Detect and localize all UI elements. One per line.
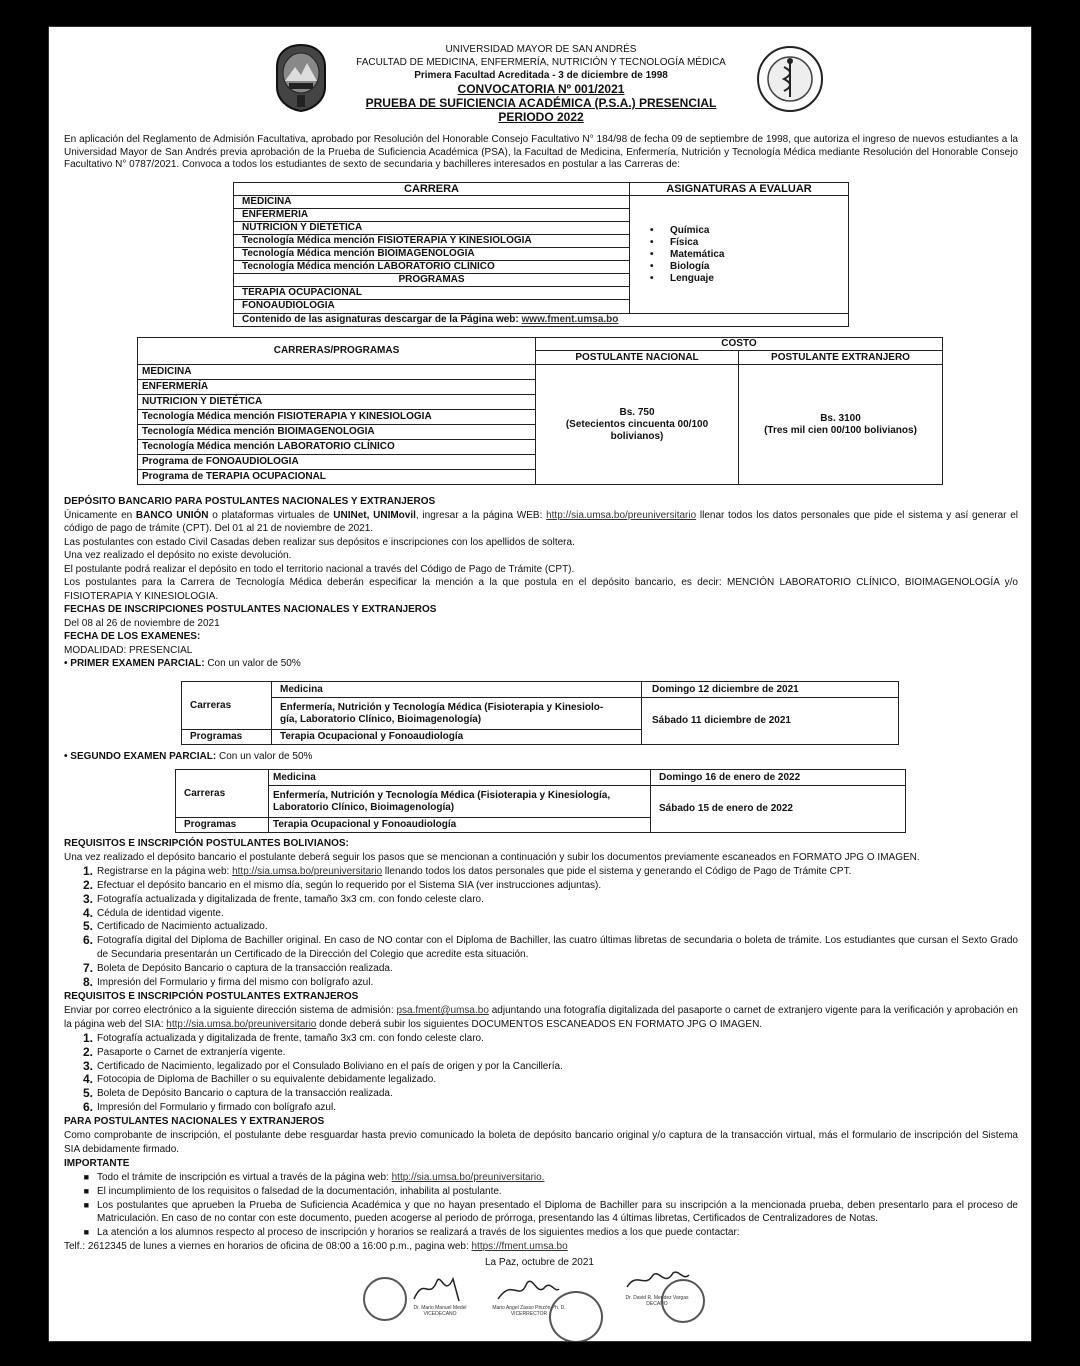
asignatura-item: • Matemática	[650, 248, 725, 260]
extranjero-cost-cell: Bs. 3100 (Tres mil cien 00/100 bolivianos)	[739, 365, 943, 485]
exam1-date-med: Domingo 12 diciembre de 2021	[642, 682, 899, 698]
deposito-p3: Una vez realizado el depósito no existe devolución.	[64, 550, 292, 561]
exam-title: FECHA DE LOS EXAMENES:	[64, 631, 201, 642]
list-item: 6. Impresión del Formulario y firmado con bolígrafo azul.	[82, 1100, 336, 1115]
deposito-section	[64, 495, 1018, 671]
nacional-header: POSTULANTE NACIONAL	[536, 351, 739, 365]
segundo-examen-table	[175, 769, 906, 833]
costo-row-label: Tecnología Médica mención FISIOTERAPIA Y KINESIOLOGIA	[138, 410, 536, 425]
list-item: 2. Efectuar el depósito bancario en el mismo día, según lo requerido por el Sistema SIA (ver instrucciones adjuntas).	[82, 877, 602, 892]
carrera-item: ENFERMERIA	[234, 209, 629, 222]
asignatura-item: • Lenguaje	[650, 272, 714, 284]
bolivianos-section	[64, 837, 1018, 1254]
exam2-enfermeria: Enfermería, Nutrición y Tecnología Médica (Fisioterapia y Kinesiología, Laboratorio Clínico, Bioimagenología)	[269, 786, 651, 818]
square-bullet-icon: ■	[83, 1185, 89, 1196]
faculty-name: FACULTAD DE MEDICINA, ENFERMERÍA, NUTRICIÓN Y TECNOLOGÍA MÉDICA	[356, 57, 726, 68]
list-item: 3. Fotografía actualizada y digitalizada de frente, tamaño 3x3 cm. con fondo celeste claro.	[82, 891, 484, 906]
period-title: PERIODO 2022	[498, 110, 584, 124]
closing-date: La Paz, octubre de 2021	[485, 1257, 594, 1268]
square-bullet-icon: ■	[83, 1199, 89, 1210]
exam1-date-other: Sábado 11 diciembre de 2021	[642, 698, 899, 745]
programas-label: PROGRAMAS	[234, 274, 629, 287]
list-item: 3. Certificado de Nacimiento, legalizado por el Consulado Boliviano en el país de origen y por la Cancillería.	[82, 1058, 563, 1073]
asignaturas-cell	[630, 196, 849, 314]
asignaturas-header: ASIGNATURAS A EVALUAR	[630, 183, 849, 196]
list-item: ■ El incumplimiento de los requisitos o falsedad de la documentación, inhabilita al postulante.	[64, 1185, 1018, 1199]
list-item: ■ La atención a los alumnos respecto al proceso de inscripción y horarios se realizará a través de los siguientes medios a los que puede contactar:	[64, 1226, 1018, 1240]
costo-row-label: ENFERMERÍA	[138, 380, 536, 395]
list-item: 1. Fotografía actualizada y digitalizada de frente, tamaño 3x3 cm. con fondo celeste claro.	[82, 1030, 484, 1045]
accreditation-line: Primera Facultad Acreditada - 3 de diciembre de 1998	[414, 70, 668, 81]
extranjeros-title: REQUISITOS E INSCRIPCIÓN POSTULANTES EXTRANJEROS	[64, 990, 359, 1002]
deposito-p2: Las postulantes con estado Civil Casadas deben realizar sus depósitos e inscripciones con los apellidos de soltera.	[64, 536, 575, 548]
exam2-medicina: Medicina	[269, 770, 651, 786]
nacional-cost-cell: Bs. 750 (Setecientos cincuenta 00/100 bolivianos)	[536, 365, 739, 485]
costo-row-label: Tecnología Médica mención LABORATORIO CLÍNICO	[138, 440, 536, 455]
signature-icon	[409, 1271, 469, 1305]
contact-line: Telf.: 2612345 de lunes a viernes en horarios de oficina de 08:00 a 16:00 p.m., pagina web: https://fment.umsa.bo	[64, 1241, 568, 1253]
exam1-medicina: Medicina	[272, 682, 642, 698]
signature-2: Mario Angel Zasso Pinzón Ph. D. VICERRECTOR	[492, 1305, 566, 1317]
costo-row-label: NUTRICION Y DIETÉTICA	[138, 395, 536, 410]
deposito-p1: Únicamente en BANCO UNIÓN o plataformas virtuales de UNINet, UNIMovil, ingresar a la página WEB: http://sia.umsa.bo/preuniversitario llenar todos los datos personales que pide el sistema y así generar el código de pago de trámite (CPT). Del 01 al 21 de noviembre de 2021.	[64, 509, 1019, 534]
fment-link[interactable]: www.fment.umsa.bo	[521, 314, 619, 325]
sia-link[interactable]: http://sia.umsa.bo/preuniversitario	[166, 1018, 317, 1030]
square-bullet-icon: ■	[83, 1171, 89, 1182]
document-header	[49, 43, 1032, 124]
exam1-programas-label: Programas	[182, 730, 272, 745]
costo-header: COSTO	[536, 338, 943, 351]
list-item: 1. Registrarse en la página web: http://sia.umsa.bo/preuniversitario llenando todos los datos personales que pide el sistema y generando el Código de Pago de Trámite CPT.	[82, 863, 852, 878]
exam2-terapia: Terapia Ocupacional y Fonoaudiología	[269, 818, 651, 833]
bolivianos-title: REQUISITOS E INSCRIPCIÓN POSTULANTES BOLIVIANOS:	[64, 838, 349, 849]
sia-link[interactable]: http://sia.umsa.bo/preuniversitario	[546, 509, 697, 521]
costo-row-label: MEDICINA	[138, 365, 536, 380]
bolivianos-intro: Una vez realizado el depósito bancario el postulante deberá seguir los pasos que se mencionan a continuación y subir los documentos previamente escaneados en FORMATO JPG O IMAGEN.	[64, 851, 920, 863]
list-item: 4. Cédula de identidad vigente.	[82, 905, 224, 920]
stamp-icon	[549, 1291, 603, 1342]
university-name: UNIVERSIDAD MAYOR DE SAN ANDRÉS	[445, 44, 637, 55]
asignatura-item: • Química	[650, 224, 710, 236]
stamp-icon	[661, 1279, 705, 1323]
exam1-carreras-label: Carreras	[182, 682, 272, 730]
psa-title: PRUEBA DE SUFICIENCIA ACADÉMICA (P.S.A.) PRESENCIAL	[365, 96, 717, 110]
para-text: Como comprobante de inscripción, el postulante debe resguardar hasta previo comunicado la boleta de depósito bancario original y/o captura de la transacción virtual, más el formulario de inscripción del Sistema SIA debidamente firmado.	[64, 1130, 1018, 1155]
extranjero-header: POSTULANTE EXTRANJERO	[739, 351, 943, 365]
deposito-p4: El postulante podrá realizar el depósito en todo el territorio nacional a través del Código de Pago de Trámite (CPT).	[64, 563, 575, 575]
exam2-date-other: Sábado 15 de enero de 2022	[651, 786, 906, 833]
costo-row-label: Tecnología Médica mención BIOIMAGENOLOGIA	[138, 425, 536, 440]
asignatura-item: • Física	[650, 236, 699, 248]
costo-row-label: Programa de TERAPIA OCUPACIONAL	[138, 470, 536, 485]
fechas-title: FECHAS DE INSCRIPCIONES POSTULANTES NACIONALES Y EXTRANJEROS	[64, 604, 437, 615]
modalidad: MODALIDAD: PRESENCIAL	[64, 644, 193, 656]
list-item: 2. Pasaporte o Carnet de extranjería vigente.	[82, 1044, 286, 1059]
exam2-programas-label: Programas	[176, 818, 269, 833]
list-item: 5. Boleta de Depósito Bancario o captura de la transacción realizada.	[82, 1086, 393, 1101]
signature-icon	[493, 1275, 563, 1305]
fment-link[interactable]: https://fment.umsa.bo	[471, 1241, 568, 1253]
stamp-icon	[363, 1277, 407, 1321]
programa-item: TERAPIA OCUPACIONAL	[234, 287, 629, 300]
sia-link[interactable]: http://sia.umsa.bo/preuniversitario	[232, 865, 383, 877]
importante-title: IMPORTANTE	[64, 1157, 130, 1169]
carreras-cell	[234, 196, 630, 314]
segundo-examen: • SEGUNDO EXAMEN PARCIAL: Con un valor de 50%	[64, 751, 313, 762]
carrera-item: NUTRICIÓN Y DIETÉTICA	[234, 222, 629, 235]
exam2-date-med: Domingo 16 de enero de 2022	[651, 770, 906, 786]
deposito-title: DEPÓSITO BANCARIO PARA POSTULANTES NACIONALES Y EXTRANJEROS	[64, 496, 436, 507]
square-bullet-icon: ■	[83, 1227, 89, 1238]
signature-1: Dr. Mario Manuel Medel VICEDECANO	[413, 1305, 467, 1317]
list-item: ■ Los postulantes que aprueben la Prueba de Suficiencia Académica y que no hayan presentado el Diploma de Bachiller para su inscripción a la mencionada prueba, deben presentarlo para el proceso de Matriculación. En caso de no contar con este documento, pueden acogerse al periodo de prórroga, presentando las 4 últimas libretas, Certificados de Centralizadores de Notas.	[64, 1199, 1018, 1227]
deposito-p5: Los postulantes para la Carrera de Tecnología Médica deberán especificar la mención a la que postula en el depósito bancario, es decir: MENCIÓN LABORATORIO CLÍNICO, BIOIMAGENOLOGÍA y/o FISIOTERAPIA Y KINESIOLOGIA.	[64, 577, 1018, 602]
carrera-item: Tecnología Médica mención LABORATORIO CLÍNICO	[234, 261, 629, 274]
programa-item: FONOAUDIOLOGIA	[242, 300, 335, 311]
carrera-header: CARRERA	[234, 183, 630, 196]
exam1-terapia: Terapia Ocupacional y Fonoaudiología	[272, 730, 642, 745]
asignatura-item: • Biología	[650, 260, 710, 272]
primer-examen-table	[181, 681, 899, 745]
fechas-range: Del 08 al 26 de noviembre de 2021	[64, 617, 220, 629]
exam2-carreras-label: Carreras	[176, 770, 269, 818]
carreras-table	[233, 182, 849, 327]
primer-examen: • PRIMER EXAMEN PARCIAL: Con un valor de 50%	[64, 658, 301, 669]
carrera-item: MEDICINA	[234, 196, 629, 209]
costo-row-label: Programa de FONOAUDIOLOGIA	[138, 455, 536, 470]
list-item: ■ Todo el trámite de inscripción es virtual a través de la página web: http://sia.umsa.bo/preuniversitario.	[64, 1171, 1018, 1185]
carrera-item: Tecnología Médica mención FISIOTERAPIA Y KINESIOLOGIA	[234, 235, 629, 248]
list-item: 4. Fotocopia de Diploma de Bachiller o su equivalente debidamente legalizado.	[82, 1072, 437, 1087]
exam1-enfermeria: Enfermería, Nutrición y Tecnología Médica (Fisioterapia y Kinesiolo- gía, Laboratorio Clínico, Bioimagenología)	[272, 698, 642, 730]
extranjeros-intro: Enviar por correo electrónico a la siguiente dirección sistema de admisión: psa.fment@umsa.bo adjuntando una fotografía digitalizada del pasaporte o carnet de extranjero vigente para la verificación y aprobación en la página web del SIA: http://sia.umsa.bo/preuniversitario donde deberá subir los siguientes DOCUMENTOS ESCANEADOS EN FORMATO JPG O IMAGEN.	[64, 1004, 1018, 1030]
email-link[interactable]: psa.fment@umsa.bo	[396, 1004, 489, 1016]
list-item: 6. Fotografía digital del Diploma de Bachiller original. En caso de NO contar con el Diploma de Bachiller, las cuatro últimas libretas de secundaria o boleta de trámite. Los estudiantes que cursan el Sexto Grado de Secundaria presentarán un Certificado de la Dirección del Colegio que acredite esta situación.	[82, 933, 1018, 961]
signature-3: Dr. David R. Mendez Vargas DECANO	[625, 1295, 689, 1307]
costos-table	[137, 337, 943, 485]
intro-paragraph: En aplicación del Reglamento de Admisión Facultativa, aprobado por Resolución del Honorable Consejo Facultativo N° 184/98 de fecha 09 de septiembre de 1998, que autoriza el ingreso de nuevos estudiantes a la Universidad Mayor de San Andrés previa aprobación de la Prueba de Suficiencia Académica (PSA), la Facultad de Medicina, Enfermería, Nutrición y Tecnología Médica mediante Resolución del Honorable Consejo Facultativo N° 0787/2021. Convoca a todos los estudiantes de sexto de secundaria y bachilleres interesados en postular a las Carreras de:	[64, 134, 1018, 170]
carreras-programas-header: CARRERAS/PROGRAMAS	[138, 338, 536, 365]
document-page	[48, 26, 1032, 1342]
carrera-item: Tecnología Médica mención BIOIMAGENOLOGIA	[234, 248, 629, 261]
para-title: PARA POSTULANTES NACIONALES Y EXTRANJEROS	[64, 1116, 325, 1128]
convocatoria-title: CONVOCATORIA Nº 001/2021	[457, 82, 625, 96]
sia-link[interactable]: http://sia.umsa.bo/preuniversitario.	[391, 1171, 545, 1183]
list-item: 7. Boleta de Depósito Bancario o captura de la transacción realizada.	[82, 961, 393, 976]
list-item: 8. Impresión del Formulario y firma del mismo con bolígrafo azul.	[82, 975, 374, 990]
list-item: 5. Certificado de Nacimiento actualizado.	[82, 919, 268, 934]
contenido-row: Contenido de las asignaturas descargar de la Página web: www.fment.umsa.bo	[234, 314, 849, 327]
